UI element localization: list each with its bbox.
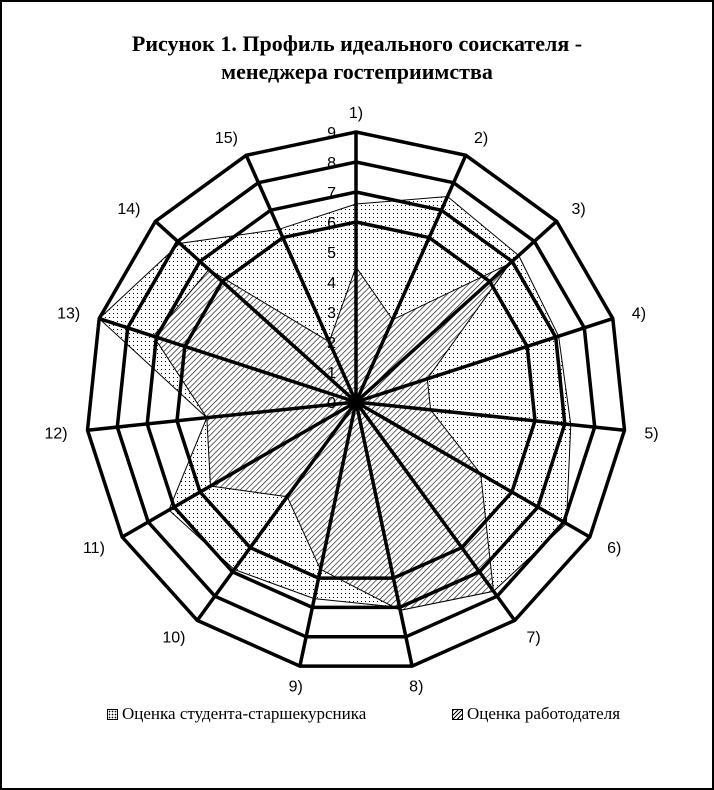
axis-label-3: 3) — [571, 201, 586, 218]
legend-swatch-dots — [107, 709, 118, 720]
tick-label-8: 8 — [327, 155, 336, 172]
legend-swatch-hatch — [452, 709, 463, 720]
chart-title-line-1: Рисунок 1. Профиль идеального соискателя - — [131, 31, 583, 56]
axis-label-4: 4) — [631, 305, 647, 323]
tick-label-2: 2 — [327, 335, 336, 352]
legend — [0, 704, 714, 726]
axis-label-11: 11) — [82, 540, 105, 557]
axis-label-10: 10) — [162, 629, 186, 647]
chart-title-line-2: менеджера гостеприимства — [221, 59, 493, 84]
tick-label-5: 5 — [327, 245, 336, 262]
axis-label-7: 7) — [526, 629, 541, 647]
axis-label-2: 2) — [474, 130, 489, 148]
tick-label-3: 3 — [327, 305, 336, 322]
legend-item-employer — [452, 704, 620, 724]
tick-label-9: 9 — [327, 125, 336, 142]
tick-label-7: 7 — [327, 185, 336, 202]
legend-label-employer: Оценка работодателя — [467, 704, 621, 723]
axis-label-5: 5) — [644, 425, 659, 443]
axis-label-9: 9) — [288, 678, 303, 696]
tick-label-4: 4 — [327, 275, 336, 292]
axis-label-15: 15) — [214, 130, 238, 148]
legend-item-student — [107, 704, 366, 724]
axis-label-6: 6) — [607, 540, 622, 557]
tick-label-6: 6 — [327, 215, 336, 232]
axis-label-12: 12) — [44, 425, 68, 443]
axis-label-8: 8) — [409, 678, 424, 696]
tick-label-0: 0 — [327, 395, 336, 412]
axis-label-14: 14) — [117, 201, 141, 218]
tick-label-1: 1 — [327, 365, 336, 382]
axis-label-13: 13) — [57, 305, 81, 323]
legend-label-student: Оценка студента-старшекурсника — [122, 704, 367, 723]
axis-label-1: 1) — [348, 105, 364, 122]
